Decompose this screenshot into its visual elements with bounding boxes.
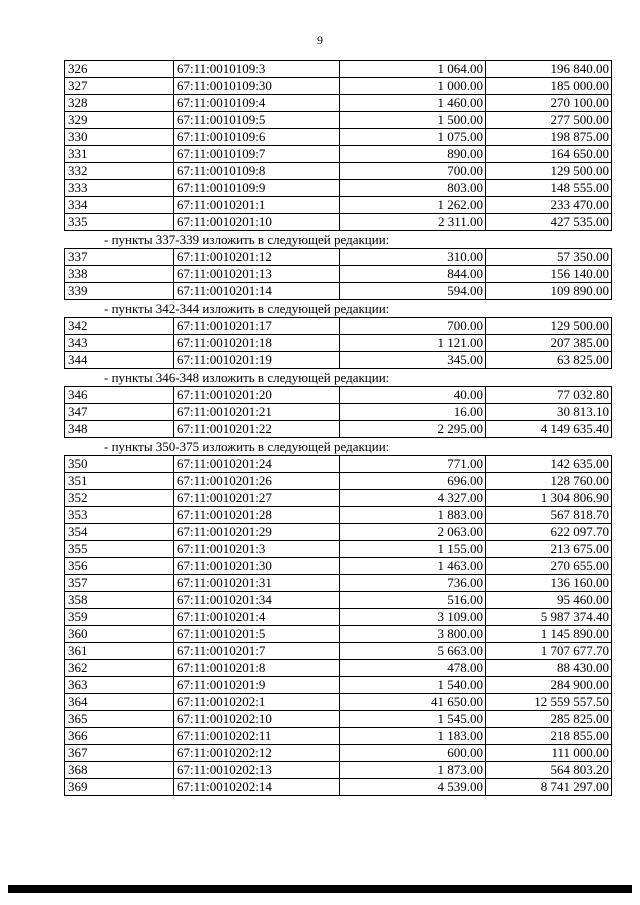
amendment-note: - пункты 350-375 изложить в следующей редакции: [104,439,390,454]
amendment-note: - пункты 342-344 изложить в следующей редакции: [104,301,390,316]
area-cell: 700.00 [340,163,486,180]
cadastral-number-cell: 67:11:0010109:9 [174,180,340,197]
cadastral-number-cell: 67:11:0010202:12 [174,745,340,762]
table-row [65,660,612,677]
value-cell: 129 500.00 [486,163,612,180]
value-cell: 12 559 557.50 [486,694,612,711]
area-cell: 1 540.00 [340,677,486,694]
value-cell: 1 304 806.90 [486,490,612,507]
item-number-cell: 360 [65,626,174,643]
cadastral-number-cell: 67:11:0010109:4 [174,95,340,112]
item-number-cell: 365 [65,711,174,728]
cadastral-number-cell: 67:11:0010201:8 [174,660,340,677]
amendment-note: - пункты 337-339 изложить в следующей редакции: [104,232,390,247]
value-cell: 213 675.00 [486,541,612,558]
item-number-cell: 328 [65,95,174,112]
table-row [65,507,612,524]
cadastral-number-cell: 67:11:0010201:9 [174,677,340,694]
table-row [65,524,612,541]
area-cell: 600.00 [340,745,486,762]
area-cell: 5 663.00 [340,643,486,660]
item-number-cell: 342 [65,318,174,335]
value-cell: 8 741 297.00 [486,779,612,796]
land-parcel-table [64,386,612,438]
area-cell: 1 155.00 [340,541,486,558]
land-parcel-table [64,60,612,231]
cadastral-number-cell: 67:11:0010202:11 [174,728,340,745]
value-cell: 427 535.00 [486,214,612,231]
cadastral-number-cell: 67:11:0010202:1 [174,694,340,711]
cadastral-number-cell: 67:11:0010201:29 [174,524,340,541]
page-bottom-border [8,885,632,893]
amendment-note: - пункты 346-348 изложить в следующей редакции: [104,370,390,385]
table-row [65,352,612,369]
value-cell: 270 655.00 [486,558,612,575]
cadastral-number-cell: 67:11:0010109:8 [174,163,340,180]
cadastral-number-cell: 67:11:0010201:17 [174,318,340,335]
area-cell: 1 121.00 [340,335,486,352]
area-cell: 1 883.00 [340,507,486,524]
cadastral-number-cell: 67:11:0010201:12 [174,249,340,266]
table-row [65,694,612,711]
table-row [65,456,612,473]
value-cell: 129 500.00 [486,318,612,335]
area-cell: 1 064.00 [340,61,486,78]
item-number-cell: 359 [65,609,174,626]
page-number: 9 [317,33,323,47]
value-cell: 196 840.00 [486,61,612,78]
cadastral-number-cell: 67:11:0010201:24 [174,456,340,473]
cadastral-number-cell: 67:11:0010201:26 [174,473,340,490]
table-row [65,283,612,300]
cadastral-number-cell: 67:11:0010201:4 [174,609,340,626]
area-cell: 4 539.00 [340,779,486,796]
value-cell: 277 500.00 [486,112,612,129]
cadastral-number-cell: 67:11:0010201:5 [174,626,340,643]
item-number-cell: 333 [65,180,174,197]
value-cell: 270 100.00 [486,95,612,112]
area-cell: 3 800.00 [340,626,486,643]
table-row [65,643,612,660]
area-cell: 2 063.00 [340,524,486,541]
table-row [65,626,612,643]
value-cell: 95 460.00 [486,592,612,609]
table-row [65,677,612,694]
value-cell: 207 385.00 [486,335,612,352]
table-row [65,112,612,129]
cadastral-number-cell: 67:11:0010201:14 [174,283,340,300]
value-cell: 77 032.80 [486,387,612,404]
cadastral-number-cell: 67:11:0010201:1 [174,197,340,214]
value-cell: 30 813.10 [486,404,612,421]
item-number-cell: 356 [65,558,174,575]
cadastral-number-cell: 67:11:0010201:10 [174,214,340,231]
value-cell: 109 890.00 [486,283,612,300]
item-number-cell: 348 [65,421,174,438]
item-number-cell: 357 [65,575,174,592]
table-row [65,387,612,404]
value-cell: 285 825.00 [486,711,612,728]
value-cell: 111 000.00 [486,745,612,762]
table-row [65,541,612,558]
cadastral-number-cell: 67:11:0010201:34 [174,592,340,609]
item-number-cell: 367 [65,745,174,762]
value-cell: 164 650.00 [486,146,612,163]
cadastral-number-cell: 67:11:0010201:20 [174,387,340,404]
value-cell: 1 145 890.00 [486,626,612,643]
area-cell: 1 075.00 [340,129,486,146]
cadastral-number-cell: 67:11:0010201:7 [174,643,340,660]
table-row [65,249,612,266]
cadastral-number-cell: 67:11:0010201:27 [174,490,340,507]
table-row [65,745,612,762]
value-cell: 233 470.00 [486,197,612,214]
table-row [65,728,612,745]
cadastral-number-cell: 67:11:0010201:19 [174,352,340,369]
value-cell: 148 555.00 [486,180,612,197]
item-number-cell: 361 [65,643,174,660]
area-cell: 803.00 [340,180,486,197]
value-cell: 5 987 374.40 [486,609,612,626]
value-cell: 156 140.00 [486,266,612,283]
value-cell: 622 097.70 [486,524,612,541]
area-cell: 516.00 [340,592,486,609]
table-row [65,558,612,575]
table-row [65,61,612,78]
item-number-cell: 351 [65,473,174,490]
table-row [65,404,612,421]
area-cell: 1 500.00 [340,112,486,129]
item-number-cell: 368 [65,762,174,779]
area-cell: 1 183.00 [340,728,486,745]
area-cell: 1 545.00 [340,711,486,728]
value-cell: 88 430.00 [486,660,612,677]
table-row [65,214,612,231]
area-cell: 4 327.00 [340,490,486,507]
area-cell: 2 295.00 [340,421,486,438]
table-row [65,473,612,490]
area-cell: 345.00 [340,352,486,369]
land-parcel-table [64,317,612,369]
cadastral-number-cell: 67:11:0010201:30 [174,558,340,575]
area-cell: 1 262.00 [340,197,486,214]
item-number-cell: 358 [65,592,174,609]
value-cell: 185 000.00 [486,78,612,95]
cadastral-number-cell: 67:11:0010201:21 [174,404,340,421]
value-cell: 1 707 677.70 [486,643,612,660]
area-cell: 890.00 [340,146,486,163]
cadastral-number-cell: 67:11:0010109:6 [174,129,340,146]
item-number-cell: 364 [65,694,174,711]
item-number-cell: 352 [65,490,174,507]
item-number-cell: 350 [65,456,174,473]
table-row [65,592,612,609]
table-row [65,78,612,95]
area-cell: 771.00 [340,456,486,473]
land-parcel-table [64,248,612,300]
item-number-cell: 362 [65,660,174,677]
cadastral-number-cell: 67:11:0010201:31 [174,575,340,592]
table-row [65,575,612,592]
table-row [65,609,612,626]
area-cell: 1 000.00 [340,78,486,95]
area-cell: 1 873.00 [340,762,486,779]
item-number-cell: 344 [65,352,174,369]
table-row [65,421,612,438]
document-body [64,60,612,796]
table-row [65,146,612,163]
cadastral-number-cell: 67:11:0010201:28 [174,507,340,524]
item-number-cell: 327 [65,78,174,95]
value-cell: 136 160.00 [486,575,612,592]
area-cell: 478.00 [340,660,486,677]
table-row [65,779,612,796]
item-number-cell: 346 [65,387,174,404]
item-number-cell: 329 [65,112,174,129]
value-cell: 198 875.00 [486,129,612,146]
area-cell: 736.00 [340,575,486,592]
item-number-cell: 366 [65,728,174,745]
table-row [65,163,612,180]
value-cell: 567 818.70 [486,507,612,524]
item-number-cell: 354 [65,524,174,541]
area-cell: 2 311.00 [340,214,486,231]
cadastral-number-cell: 67:11:0010201:22 [174,421,340,438]
table-row [65,762,612,779]
area-cell: 594.00 [340,283,486,300]
area-cell: 16.00 [340,404,486,421]
value-cell: 218 855.00 [486,728,612,745]
value-cell: 63 825.00 [486,352,612,369]
item-number-cell: 353 [65,507,174,524]
area-cell: 700.00 [340,318,486,335]
land-parcel-table [64,455,612,796]
value-cell: 128 760.00 [486,473,612,490]
table-row [65,318,612,335]
item-number-cell: 363 [65,677,174,694]
item-number-cell: 369 [65,779,174,796]
cadastral-number-cell: 67:11:0010202:10 [174,711,340,728]
item-number-cell: 337 [65,249,174,266]
item-number-cell: 339 [65,283,174,300]
item-number-cell: 343 [65,335,174,352]
table-row [65,129,612,146]
table-row [65,266,612,283]
table-row [65,711,612,728]
value-cell: 284 900.00 [486,677,612,694]
area-cell: 844.00 [340,266,486,283]
value-cell: 564 803.20 [486,762,612,779]
value-cell: 142 635.00 [486,456,612,473]
cadastral-number-cell: 67:11:0010201:3 [174,541,340,558]
area-cell: 310.00 [340,249,486,266]
area-cell: 696.00 [340,473,486,490]
item-number-cell: 347 [65,404,174,421]
area-cell: 1 460.00 [340,95,486,112]
table-row [65,95,612,112]
item-number-cell: 332 [65,163,174,180]
cadastral-number-cell: 67:11:0010202:13 [174,762,340,779]
item-number-cell: 338 [65,266,174,283]
value-cell: 4 149 635.40 [486,421,612,438]
item-number-cell: 335 [65,214,174,231]
cadastral-number-cell: 67:11:0010201:18 [174,335,340,352]
area-cell: 3 109.00 [340,609,486,626]
cadastral-number-cell: 67:11:0010109:5 [174,112,340,129]
table-row [65,335,612,352]
table-row [65,490,612,507]
item-number-cell: 326 [65,61,174,78]
item-number-cell: 331 [65,146,174,163]
item-number-cell: 330 [65,129,174,146]
area-cell: 40.00 [340,387,486,404]
cadastral-number-cell: 67:11:0010202:14 [174,779,340,796]
value-cell: 57 350.00 [486,249,612,266]
cadastral-number-cell: 67:11:0010109:3 [174,61,340,78]
table-row [65,180,612,197]
table-row [65,197,612,214]
item-number-cell: 334 [65,197,174,214]
area-cell: 1 463.00 [340,558,486,575]
cadastral-number-cell: 67:11:0010109:30 [174,78,340,95]
cadastral-number-cell: 67:11:0010109:7 [174,146,340,163]
item-number-cell: 355 [65,541,174,558]
area-cell: 41 650.00 [340,694,486,711]
cadastral-number-cell: 67:11:0010201:13 [174,266,340,283]
